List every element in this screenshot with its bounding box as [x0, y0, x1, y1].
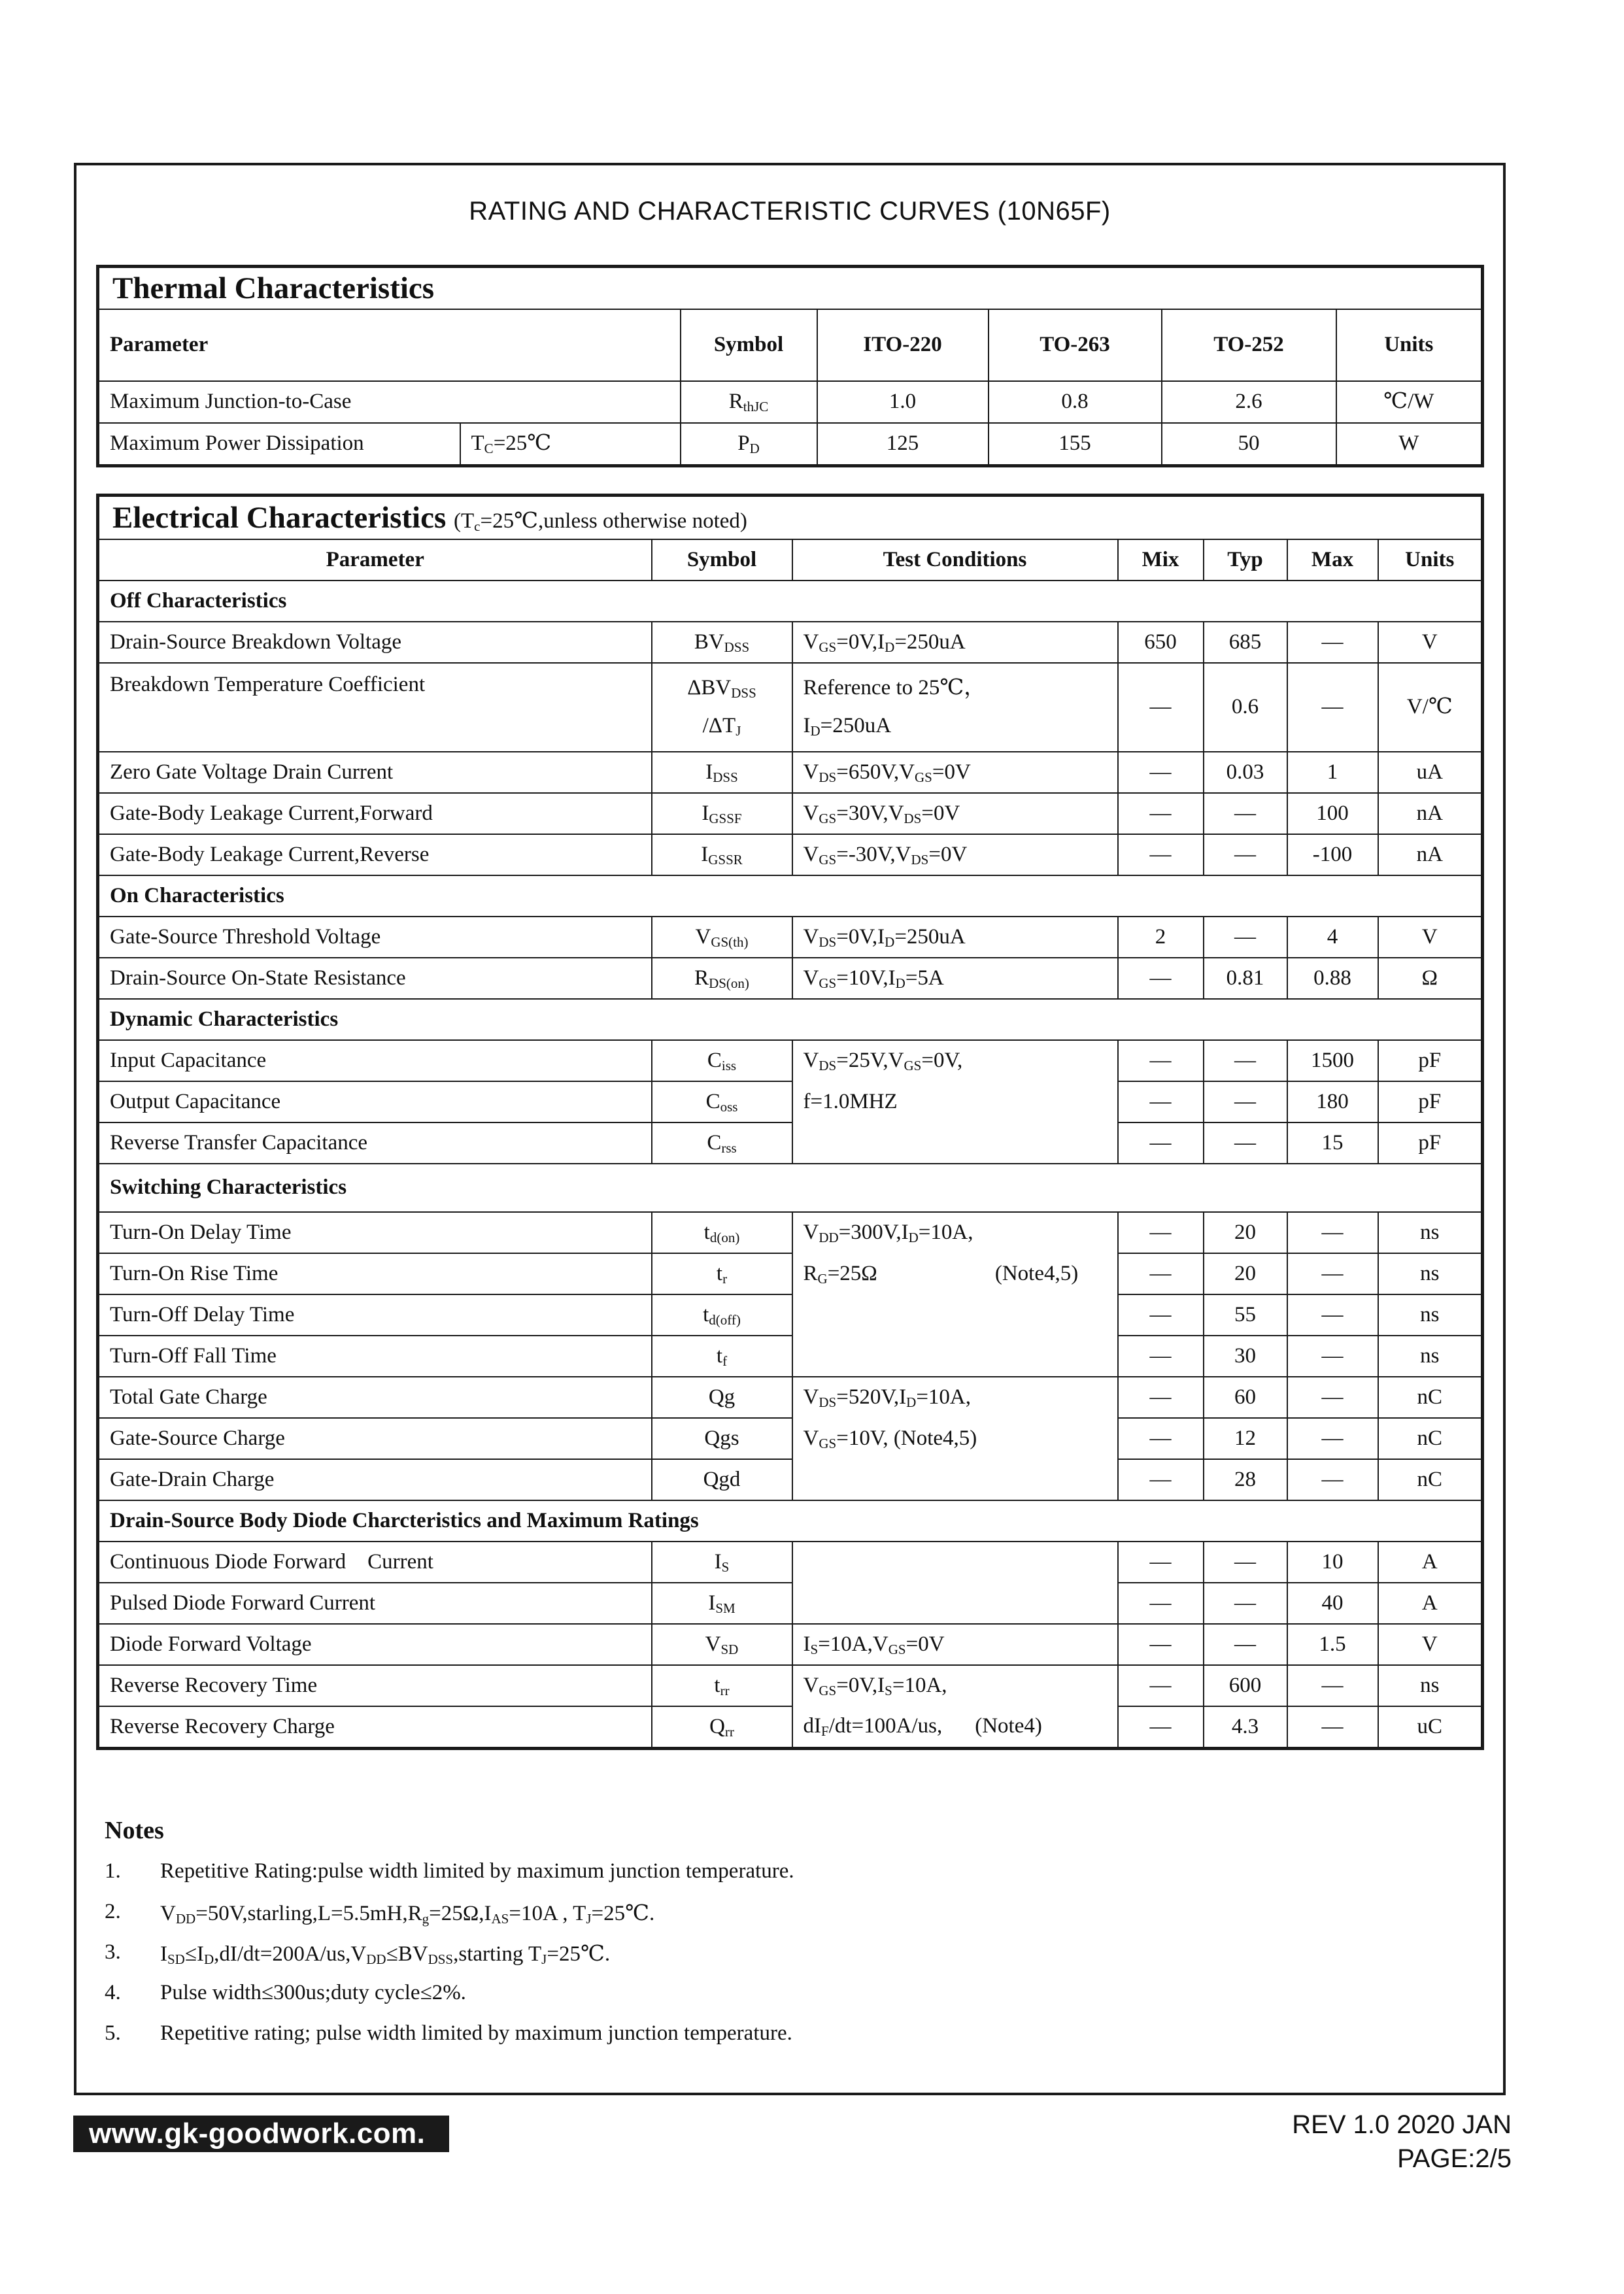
typ-value: 600	[1204, 1665, 1287, 1706]
typ-value: —	[1204, 834, 1287, 875]
units-value: A	[1378, 1542, 1483, 1583]
thermal-characteristics-table	[96, 265, 1484, 467]
note-number: 2.	[105, 1900, 121, 1923]
units-value: nA	[1378, 834, 1483, 875]
param-vgsth: Gate-Source Threshold Voltage	[98, 917, 652, 958]
table-row	[98, 1459, 1483, 1500]
symbol-is: $I_S$	[652, 1542, 792, 1583]
thermal-value-to252: 50	[1162, 423, 1336, 466]
typ-value: —	[1204, 917, 1287, 958]
max-value: —	[1287, 1665, 1378, 1706]
cond-diode-empty	[792, 1583, 1118, 1624]
thermal-condition: $T_C=25℃$	[460, 423, 681, 466]
units-value: nC	[1378, 1459, 1483, 1500]
min-value: —	[1118, 1336, 1204, 1377]
table-row	[98, 958, 1483, 999]
units-value: uC	[1378, 1706, 1483, 1749]
param-qg: Total Gate Charge	[98, 1377, 652, 1418]
note-number: 5.	[105, 2021, 121, 2045]
cond-vgsth: $V_{DS}=0V,I_D=250uA$	[792, 917, 1118, 958]
max-value: 10	[1287, 1542, 1378, 1583]
thermal-symbol: $R_{thJC}$	[681, 381, 817, 423]
min-value: —	[1118, 1294, 1204, 1336]
revision-info	[1292, 2108, 1512, 2176]
units-value: nC	[1378, 1418, 1483, 1459]
max-value: —	[1287, 1418, 1378, 1459]
max-value: 1.5	[1287, 1624, 1378, 1665]
table-row	[98, 1542, 1483, 1583]
min-value: —	[1118, 1418, 1204, 1459]
elec-header-symbol: Symbol	[652, 539, 792, 581]
min-value: —	[1118, 958, 1204, 999]
cond-idss: $V_{DS}=650V,V_{GS}=0V$	[792, 752, 1118, 793]
table-row	[98, 1377, 1483, 1418]
note-number: 4.	[105, 1981, 121, 2004]
elec-header-conditions: Test Conditions	[792, 539, 1118, 581]
cond-dynamic-a: $V_{DS}=25V,V_{GS}=0V$,	[792, 1040, 1118, 1081]
note-text: Pulse width≤300us;duty cycle≤2%.	[160, 1981, 466, 2004]
table-row	[98, 752, 1483, 793]
cond-dbvdss: Reference to 25℃， $I_D=250uA$	[792, 663, 1118, 752]
note-item	[105, 1940, 1464, 1981]
param-rdson: Drain-Source On-State Resistance	[98, 958, 652, 999]
cond-charge-a: $V_{DS}=520V,I_D=10A$,	[792, 1377, 1118, 1418]
table-row	[98, 1706, 1483, 1749]
cond-recovery-b: $dI_F/dt=100A/us$, (Note4)	[792, 1706, 1118, 1749]
cond-switching-a: $V_{DD}=300V,I_D=10A$,	[792, 1212, 1118, 1253]
thermal-symbol: $P_D$	[681, 423, 817, 466]
max-value: —	[1287, 622, 1378, 663]
param-coss: Output Capacitance	[98, 1081, 652, 1122]
units-value: A	[1378, 1583, 1483, 1624]
typ-value: 685	[1204, 622, 1287, 663]
table-row	[98, 381, 1483, 423]
units-value: uA	[1378, 752, 1483, 793]
section-dynamic: Dynamic Characteristics	[98, 999, 1483, 1040]
symbol-coss: $C_{oss}$	[652, 1081, 792, 1122]
typ-value: —	[1204, 1624, 1287, 1665]
table-row	[98, 1583, 1483, 1624]
table-row	[98, 622, 1483, 663]
table-row	[98, 834, 1483, 875]
thermal-value-to252: 2.6	[1162, 381, 1336, 423]
param-crss: Reverse Transfer Capacitance	[98, 1122, 652, 1164]
table-row	[98, 1624, 1483, 1665]
cond-charge-b: $V_{GS}=10V$, (Note4,5)	[792, 1418, 1118, 1459]
typ-value: 20	[1204, 1212, 1287, 1253]
table-row	[98, 1040, 1483, 1081]
units-value: V	[1378, 917, 1483, 958]
table-row	[98, 1294, 1483, 1336]
min-value: —	[1118, 1040, 1204, 1081]
note-number: 3.	[105, 1940, 121, 1964]
symbol-igssr: $I_{GSSR}$	[652, 834, 792, 875]
units-value: V	[1378, 622, 1483, 663]
symbol-qg: Qg	[652, 1377, 792, 1418]
cond-igssr: $V_{GS}=-30V,V_{DS}=0V$	[792, 834, 1118, 875]
min-value: —	[1118, 1122, 1204, 1164]
typ-value: —	[1204, 1122, 1287, 1164]
symbol-trr: $t_{rr}$	[652, 1665, 792, 1706]
table-row	[98, 1336, 1483, 1377]
units-value: pF	[1378, 1081, 1483, 1122]
units-value: Ω	[1378, 958, 1483, 999]
table-row	[98, 1253, 1483, 1294]
thermal-value-ito220: 125	[817, 423, 989, 466]
cond-recovery-a: $V_{GS}=0V,I_S=10A$,	[792, 1665, 1118, 1706]
units-value: pF	[1378, 1040, 1483, 1081]
typ-value: 12	[1204, 1418, 1287, 1459]
min-value: —	[1118, 1253, 1204, 1294]
elec-header-parameter: Parameter	[98, 539, 652, 581]
section-off: Off Characteristics	[98, 581, 1483, 622]
units-value: V	[1378, 1624, 1483, 1665]
param-bvdss: Drain-Source Breakdown Voltage	[98, 622, 652, 663]
symbol-ism: $I_{SM}$	[652, 1583, 792, 1624]
table-row	[98, 1081, 1483, 1122]
units-value: ns	[1378, 1212, 1483, 1253]
param-vsd: Diode Forward Voltage	[98, 1624, 652, 1665]
typ-value: 30	[1204, 1336, 1287, 1377]
note-item	[105, 2021, 1464, 2062]
max-value: —	[1287, 1377, 1378, 1418]
min-value: —	[1118, 1542, 1204, 1583]
elec-header-min: Mix	[1118, 539, 1204, 581]
typ-value: —	[1204, 1040, 1287, 1081]
symbol-qgd: Qgd	[652, 1459, 792, 1500]
note-text: $V_{DD}=50V,starling,L=5.5mH,R_g=25\Omega,I_{AS}=10A$ , $T_J=25℃$.	[160, 1902, 655, 1927]
elec-header-max: Max	[1287, 539, 1378, 581]
max-value: -100	[1287, 834, 1378, 875]
cond-switching-empty	[792, 1294, 1118, 1336]
symbol-tr: $t_r$	[652, 1253, 792, 1294]
typ-value: 0.03	[1204, 752, 1287, 793]
min-value: —	[1118, 1377, 1204, 1418]
max-value: —	[1287, 1706, 1378, 1749]
param-igssr: Gate-Body Leakage Current,Reverse	[98, 834, 652, 875]
typ-value: —	[1204, 793, 1287, 834]
thermal-value-ito220: 1.0	[817, 381, 989, 423]
table-row	[98, 1665, 1483, 1706]
cond-dynamic-b: f=1.0MHZ	[792, 1081, 1118, 1122]
min-value: —	[1118, 1212, 1204, 1253]
section-on: On Characteristics	[98, 875, 1483, 917]
min-value: —	[1118, 752, 1204, 793]
param-ism: Pulsed Diode Forward Current	[98, 1583, 652, 1624]
table-row	[98, 423, 1483, 466]
param-idss: Zero Gate Voltage Drain Current	[98, 752, 652, 793]
cond-bvdss: $V_{GS}=0V,I_D=250uA$	[792, 622, 1118, 663]
typ-value: —	[1204, 1583, 1287, 1624]
symbol-ciss: $C_{iss}$	[652, 1040, 792, 1081]
max-value: —	[1287, 1294, 1378, 1336]
thermal-header-ito220: ITO-220	[817, 309, 989, 381]
min-value: —	[1118, 1624, 1204, 1665]
note-number: 1.	[105, 1859, 121, 1883]
cond-igssf: $V_{GS}=30V,V_{DS}=0V$	[792, 793, 1118, 834]
typ-value: 28	[1204, 1459, 1287, 1500]
param-qgs: Gate-Source Charge	[98, 1418, 652, 1459]
page-title: RATING AND CHARACTERISTIC CURVES (10N65F)	[469, 197, 1111, 226]
max-value: 40	[1287, 1583, 1378, 1624]
thermal-units: W	[1336, 423, 1483, 466]
symbol-vsd: $V_{SD}$	[652, 1624, 792, 1665]
typ-value: 20	[1204, 1253, 1287, 1294]
min-value: 650	[1118, 622, 1204, 663]
typ-value: —	[1204, 1081, 1287, 1122]
param-dbvdss: Breakdown Temperature Coefficient	[98, 663, 652, 752]
table-row	[98, 1418, 1483, 1459]
typ-value: 0.81	[1204, 958, 1287, 999]
cond-diode-empty	[792, 1542, 1118, 1583]
thermal-header-units: Units	[1336, 309, 1483, 381]
max-value: 15	[1287, 1122, 1378, 1164]
units-value: pF	[1378, 1122, 1483, 1164]
cond-vsd: $I_S=10A,V_{GS}=0V$	[792, 1624, 1118, 1665]
typ-value: 0.6	[1204, 663, 1287, 752]
cond-dynamic-empty	[792, 1122, 1118, 1164]
max-value: —	[1287, 1212, 1378, 1253]
thermal-value-to263: 0.8	[989, 381, 1162, 423]
elec-header-typ: Typ	[1204, 539, 1287, 581]
param-igssf: Gate-Body Leakage Current,Forward	[98, 793, 652, 834]
thermal-parameter: Maximum Power Dissipation	[98, 423, 460, 466]
elec-header-units: Units	[1378, 539, 1483, 581]
param-ciss: Input Capacitance	[98, 1040, 652, 1081]
min-value: —	[1118, 1706, 1204, 1749]
table-row	[98, 1212, 1483, 1253]
cond-switching-empty	[792, 1336, 1118, 1377]
param-is: Continuous Diode Forward Current	[98, 1542, 652, 1583]
note-item	[105, 1981, 1464, 2021]
thermal-caption: Thermal Characteristics	[98, 267, 1483, 310]
max-value: —	[1287, 663, 1378, 752]
cond-rdson: $V_{GS}=10V,I_D=5A$	[792, 958, 1118, 999]
symbol-bvdss: $BV_{DSS}$	[652, 622, 792, 663]
max-value: 1500	[1287, 1040, 1378, 1081]
min-value: —	[1118, 1459, 1204, 1500]
min-value: —	[1118, 663, 1204, 752]
notes-section	[105, 1816, 1464, 2062]
units-value: nA	[1378, 793, 1483, 834]
typ-value: —	[1204, 1542, 1287, 1583]
param-trr: Reverse Recovery Time	[98, 1665, 652, 1706]
thermal-header-to263: TO-263	[989, 309, 1162, 381]
section-diode: Drain-Source Body Diode Charcteristics and Maximum Ratings	[98, 1500, 1483, 1542]
min-value: —	[1118, 1583, 1204, 1624]
units-value: ns	[1378, 1294, 1483, 1336]
min-value: —	[1118, 834, 1204, 875]
min-value: —	[1118, 1665, 1204, 1706]
symbol-qgs: Qgs	[652, 1418, 792, 1459]
table-row	[98, 793, 1483, 834]
max-value: 0.88	[1287, 958, 1378, 999]
symbol-idss: $I_{DSS}$	[652, 752, 792, 793]
thermal-value-to263: 155	[989, 423, 1162, 466]
note-item	[105, 1859, 1464, 1900]
param-tdoff: Turn-Off Delay Time	[98, 1294, 652, 1336]
thermal-header-to252: TO-252	[1162, 309, 1336, 381]
min-value: —	[1118, 1081, 1204, 1122]
table-row	[98, 917, 1483, 958]
note-text: Repetitive Rating:pulse width limited by maximum junction temperature.	[160, 1859, 794, 1883]
section-switching: Switching Characteristics	[98, 1164, 1483, 1212]
max-value: 4	[1287, 917, 1378, 958]
electrical-characteristics-table	[96, 494, 1484, 1750]
note-text: $I_{SD}\le I_D,dI/dt=200A/us,V_{DD}\le BV_{DSS},starting$ $T_J=25℃$.	[160, 1942, 611, 1967]
symbol-rdson: $R_{DS(on)}$	[652, 958, 792, 999]
units-value: ns	[1378, 1665, 1483, 1706]
symbol-tdoff: $t_{d(off)}$	[652, 1294, 792, 1336]
thermal-header-parameter: Parameter	[98, 309, 681, 381]
typ-value: 60	[1204, 1377, 1287, 1418]
electrical-caption: Electrical Characteristics ($T_c=25℃,unless$ otherwise noted)	[98, 496, 1483, 540]
param-qrr: Reverse Recovery Charge	[98, 1706, 652, 1749]
table-row	[98, 663, 1483, 752]
units-value: nC	[1378, 1377, 1483, 1418]
units-value: ns	[1378, 1336, 1483, 1377]
revision-text: REV 1.0 2020 JAN	[1292, 2110, 1512, 2139]
max-value: —	[1287, 1459, 1378, 1500]
max-value: —	[1287, 1253, 1378, 1294]
cond-switching-b: $R_G=25\Omega$ (Note4,5)	[792, 1253, 1118, 1294]
param-tr: Turn-On Rise Time	[98, 1253, 652, 1294]
note-item	[105, 1900, 1464, 1940]
units-value: ns	[1378, 1253, 1483, 1294]
website-logo: www.gk-goodwork.com.	[73, 2116, 449, 2152]
max-value: 180	[1287, 1081, 1378, 1122]
symbol-crss: $C_{rss}$	[652, 1122, 792, 1164]
thermal-header-symbol: Symbol	[681, 309, 817, 381]
param-qgd: Gate-Drain Charge	[98, 1459, 652, 1500]
max-value: —	[1287, 1336, 1378, 1377]
param-tdon: Turn-On Delay Time	[98, 1212, 652, 1253]
page-number: PAGE:2/5	[1397, 2144, 1512, 2173]
table-row	[98, 1122, 1483, 1164]
thermal-units: ℃/W	[1336, 381, 1483, 423]
notes-title: Notes	[105, 1817, 164, 1844]
symbol-igssf: $I_{GSSF}$	[652, 793, 792, 834]
note-text: Repetitive rating; pulse width limited by maximum junction temperature.	[160, 2021, 792, 2045]
typ-value: 55	[1204, 1294, 1287, 1336]
param-tf: Turn-Off Fall Time	[98, 1336, 652, 1377]
thermal-parameter: Maximum Junction-to-Case	[98, 381, 681, 423]
symbol-dbvdss: $\Delta BV_{DSS}$ $/\Delta T_J$	[652, 663, 792, 752]
symbol-qrr: $Q_{rr}$	[652, 1706, 792, 1749]
symbol-tf: $t_f$	[652, 1336, 792, 1377]
min-value: —	[1118, 793, 1204, 834]
symbol-tdon: $t_{d(on)}$	[652, 1212, 792, 1253]
units-value: V/℃	[1378, 663, 1483, 752]
min-value: 2	[1118, 917, 1204, 958]
max-value: 100	[1287, 793, 1378, 834]
symbol-vgsth: $V_{GS(th)}$	[652, 917, 792, 958]
cond-charge-empty	[792, 1459, 1118, 1500]
max-value: 1	[1287, 752, 1378, 793]
typ-value: 4.3	[1204, 1706, 1287, 1749]
